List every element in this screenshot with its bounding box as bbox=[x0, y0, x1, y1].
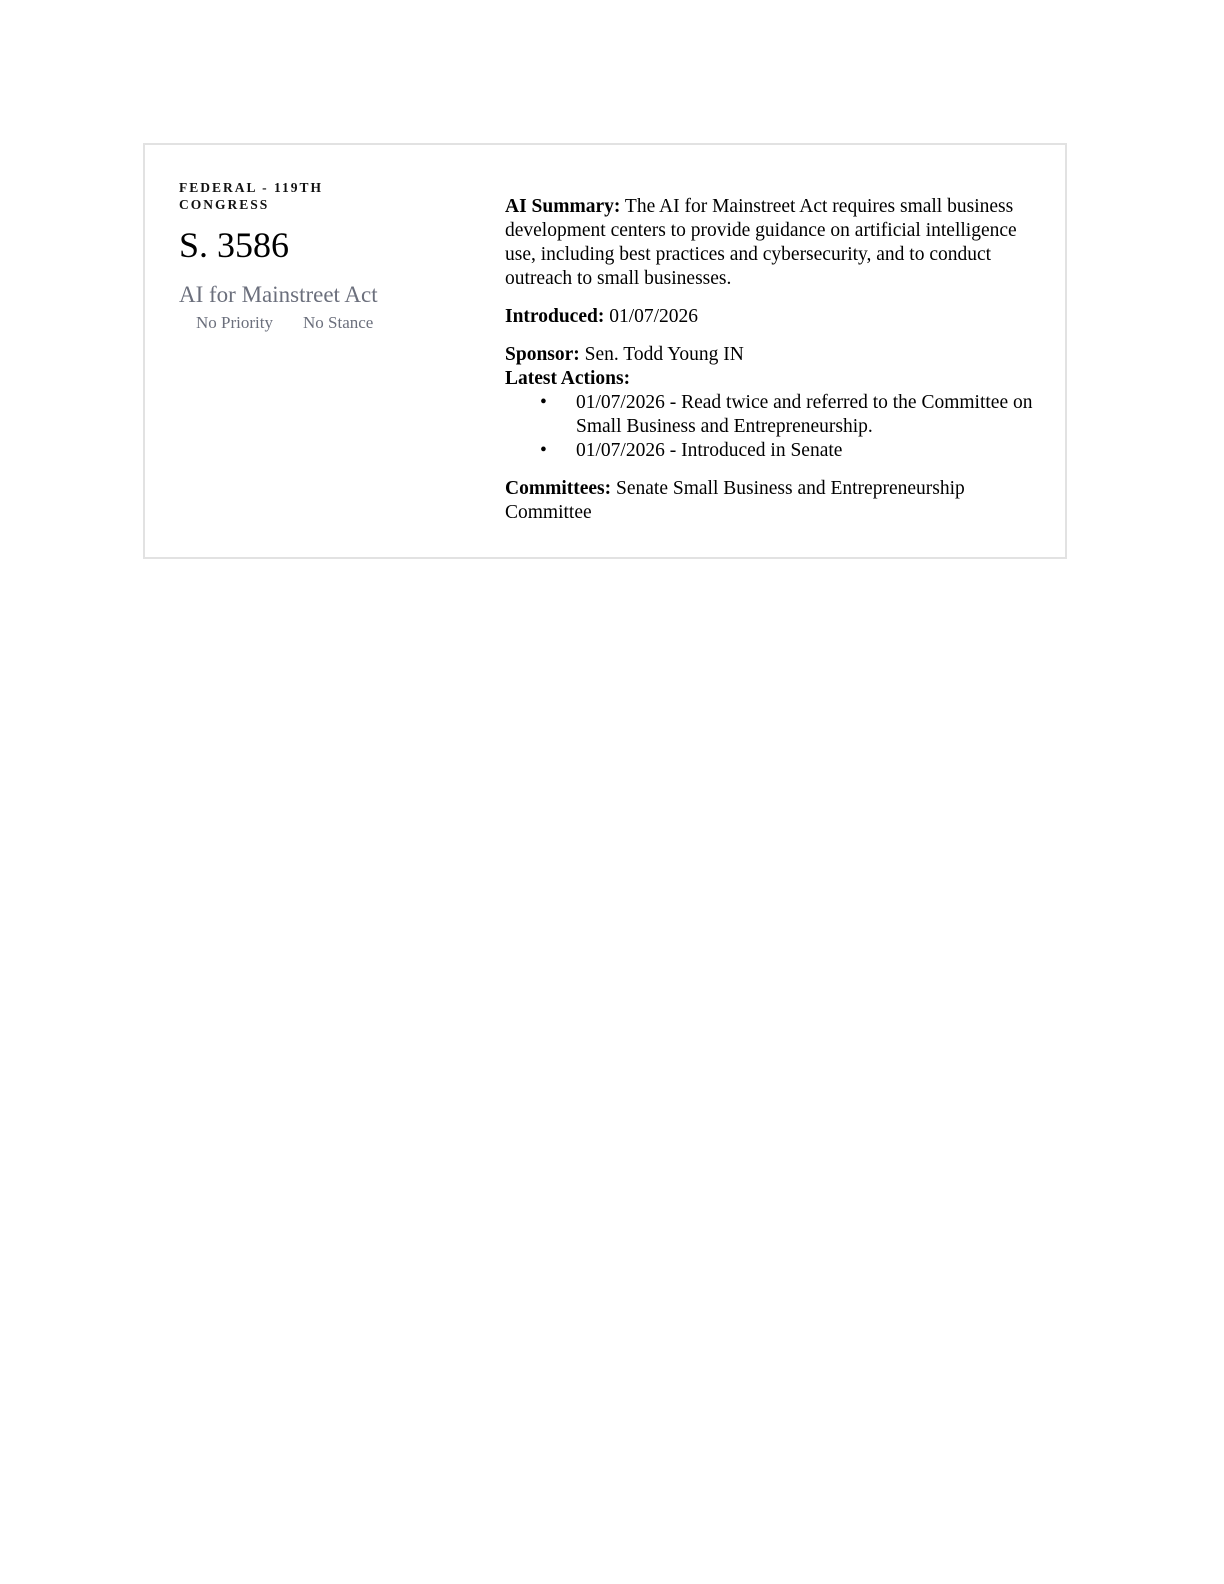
introduced-label: Introduced: bbox=[505, 306, 605, 327]
stance-tag: No Stance bbox=[302, 313, 374, 332]
sponsor-value: Sen. Todd Young IN bbox=[584, 344, 744, 365]
sponsor-section bbox=[505, 343, 1045, 367]
latest-actions-list bbox=[505, 391, 1045, 463]
list-item bbox=[505, 439, 1045, 463]
latest-actions-heading bbox=[505, 367, 1045, 391]
bill-title: AI for Mainstreet Act bbox=[179, 282, 378, 307]
committees-label: Committees: bbox=[505, 478, 612, 499]
sponsor-label: Sponsor: bbox=[505, 344, 580, 365]
summary-label: AI Summary: bbox=[505, 196, 621, 217]
list-item bbox=[505, 391, 1045, 439]
summary-text: The AI for Mainstreet Act requires small business development centers to provide guidance on artificial intelligence use, including best practices and cybersecurity, and to conduct outreach to small businesses. bbox=[505, 196, 1017, 289]
summary-section bbox=[505, 195, 1045, 291]
bullet-icon: • bbox=[540, 440, 547, 461]
bill-details bbox=[505, 195, 1045, 525]
action-text: 01/07/2026 - Introduced in Senate bbox=[576, 440, 843, 461]
committees-value: Senate Small Business and Entrepreneurship Committee bbox=[505, 478, 965, 523]
bullet-icon: • bbox=[540, 392, 547, 413]
committees-section bbox=[505, 477, 1045, 525]
priority-tag: No Priority bbox=[196, 313, 273, 332]
bill-number: S. 3586 bbox=[179, 225, 290, 265]
introduced-section bbox=[505, 305, 1045, 329]
bill-tags bbox=[179, 312, 419, 334]
bill-card bbox=[143, 143, 1067, 559]
jurisdiction-label: FEDERAL - 119TH CONGRESS bbox=[179, 180, 324, 212]
bill-header bbox=[179, 179, 419, 334]
action-text: 01/07/2026 - Read twice and referred to the Committee on Small Business and Entrepreneurship. bbox=[576, 392, 1033, 437]
introduced-value: 01/07/2026 bbox=[609, 306, 699, 327]
latest-actions-label: Latest Actions: bbox=[505, 368, 631, 389]
